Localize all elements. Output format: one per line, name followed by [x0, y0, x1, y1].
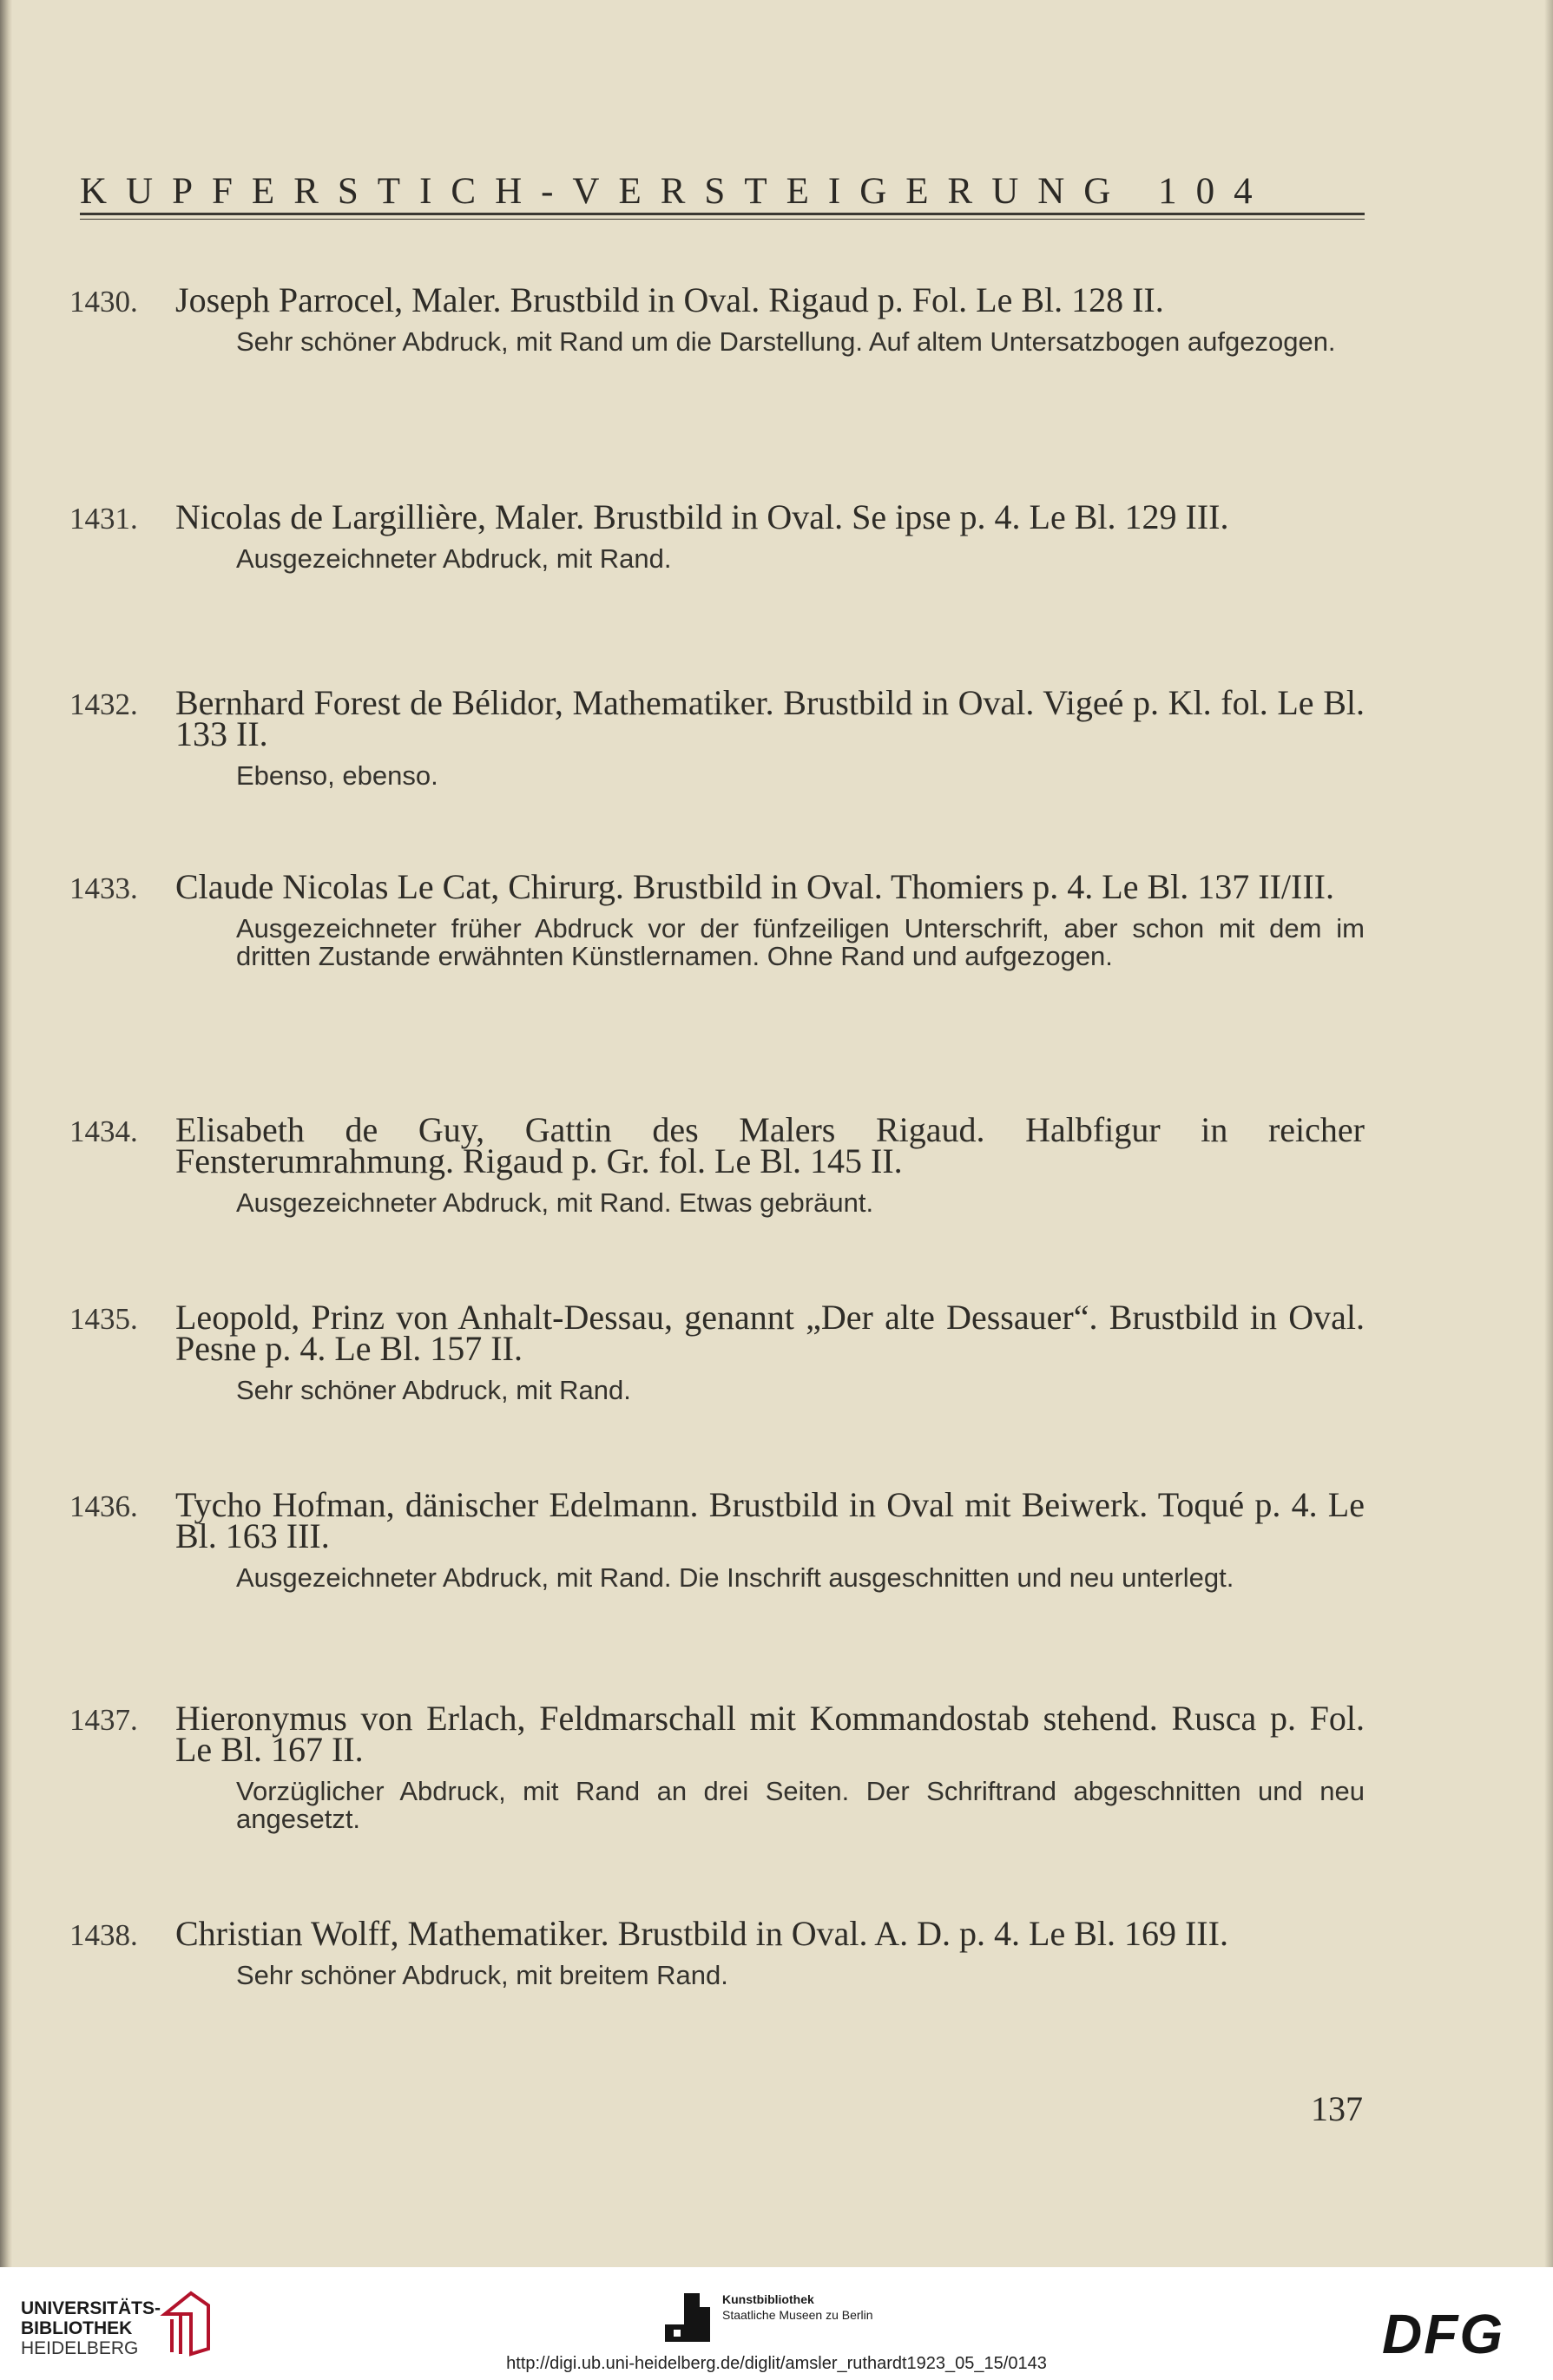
catalog-entry: [69, 1485, 1365, 1593]
entry-title: Bernhard Forest de Bélidor, Mathematiker. Brustbild in Oval. Vigeé p. Kl. fol. Le Bl. 133 II.: [175, 683, 1365, 753]
permalink-url[interactable]: http://digi.ub.uni-heidelberg.de/diglit/amsler_ruthardt1923_05_15/0143: [506, 2354, 1047, 2373]
catalog-entry: [69, 867, 1365, 971]
entry-title: Joseph Parrocel, Maler. Brustbild in Oval. Rigaud p. Fol. Le Bl. 128 II.: [175, 280, 1164, 319]
entry-title: Hieronymus von Erlach, Feldmarschall mit Kommandostab stehend. Rusca p. Fol. Le Bl. 167 II.: [175, 1699, 1365, 1769]
entry-title: Leopold, Prinz von Anhalt-Dessau, genannt „Der alte Dessauer“. Brustbild in Oval. Pesne p. 4. Le Bl. 157 II.: [175, 1298, 1365, 1368]
catalog-entry: [69, 497, 1365, 574]
header-rule: [80, 213, 1365, 215]
running-header: KUPFERSTICH-VERSTEIGERUNG 104: [80, 171, 1272, 212]
entry-number: 1434.: [69, 1114, 138, 1148]
page-number: 137: [1311, 2089, 1363, 2128]
ub-line-3: HEIDELBERG: [21, 2338, 139, 2358]
catalog-entry: [69, 1298, 1365, 1405]
ub-heidelberg-logo-icon: [156, 2288, 217, 2357]
entry-number: 1435.: [69, 1302, 138, 1336]
dfg-logo: DFG: [1382, 2303, 1505, 2365]
catalog-entry: [69, 683, 1365, 791]
entry-note: Sehr schöner Abdruck, mit Rand.: [236, 1375, 631, 1405]
kb-subtitle: Staatliche Museen zu Berlin: [722, 2308, 873, 2322]
entry-note: Ebenso, ebenso.: [236, 760, 438, 791]
entry-note: Ausgezeichneter Abdruck, mit Rand.: [236, 543, 672, 574]
entry-title: Elisabeth de Guy, Gattin des Malers Rigaud. Halbfigur in reicher Fensterumrahmung. Rigaud p. Gr. fol. Le Bl. 145 II.: [175, 1110, 1365, 1180]
entry-number: 1431.: [69, 502, 138, 536]
catalog-entry: [69, 1110, 1365, 1218]
entry-number: 1433.: [69, 871, 138, 905]
kunstbibliothek-logo-icon: [661, 2290, 714, 2345]
entry-note: Ausgezeichneter Abdruck, mit Rand. Die Inschrift ausgeschnitten und neu unterlegt.: [236, 1562, 1234, 1593]
entry-number: 1430.: [69, 285, 138, 319]
entry-number: 1432.: [69, 687, 138, 721]
catalog-entry: [69, 1914, 1365, 1990]
entry-title: Claude Nicolas Le Cat, Chirurg. Brustbild in Oval. Thomiers p. 4. Le Bl. 137 II/III.: [175, 867, 1334, 906]
entry-title: Christian Wolff, Mathematiker. Brustbild in Oval. A. D. p. 4. Le Bl. 169 III.: [175, 1914, 1228, 1953]
entry-note: Ausgezeichneter früher Abdruck vor der fünfzeiligen Unterschrift, aber schon mit dem im dritten Zustande erwähnten Künstlernamen. Ohne Rand und aufgezogen.: [236, 913, 1365, 971]
ub-line-2: BIBLIOTHEK: [21, 2318, 133, 2338]
entry-number: 1437.: [69, 1703, 138, 1737]
entry-title: Tycho Hofman, dänischer Edelmann. Brustbild in Oval mit Beiwerk. Toqué p. 4. Le Bl. 163 III.: [175, 1485, 1365, 1555]
header-rule-thin: [80, 219, 1365, 220]
kb-name: Kunstbibliothek: [722, 2292, 814, 2306]
entry-note: Vorzüglicher Abdruck, mit Rand an drei Seiten. Der Schriftrand abgeschnitten und neu angesetzt.: [236, 1776, 1365, 1834]
entry-note: Ausgezeichneter Abdruck, mit Rand. Etwas gebräunt.: [236, 1187, 874, 1218]
catalog-entry: [69, 280, 1365, 357]
page-edge-shadow: [1544, 0, 1553, 2267]
digitization-footer: [0, 2267, 1553, 2380]
entry-number: 1438.: [69, 1918, 138, 1952]
catalog-entry: [69, 1699, 1365, 1834]
entry-note: Sehr schöner Abdruck, mit breitem Rand.: [236, 1960, 728, 1990]
entry-note: Sehr schöner Abdruck, mit Rand um die Darstellung. Auf altem Untersatzbogen aufgezogen.: [236, 326, 1336, 357]
ub-heidelberg-wordmark: [21, 2298, 161, 2358]
entry-title: Nicolas de Largillière, Maler. Brustbild in Oval. Se ipse p. 4. Le Bl. 129 III.: [175, 497, 1229, 536]
kunstbibliothek-label: [722, 2291, 873, 2323]
ub-line-1: UNIVERSITÄTS-: [21, 2298, 161, 2318]
entry-number: 1436.: [69, 1489, 138, 1523]
page-gutter-shadow: [0, 0, 12, 2267]
